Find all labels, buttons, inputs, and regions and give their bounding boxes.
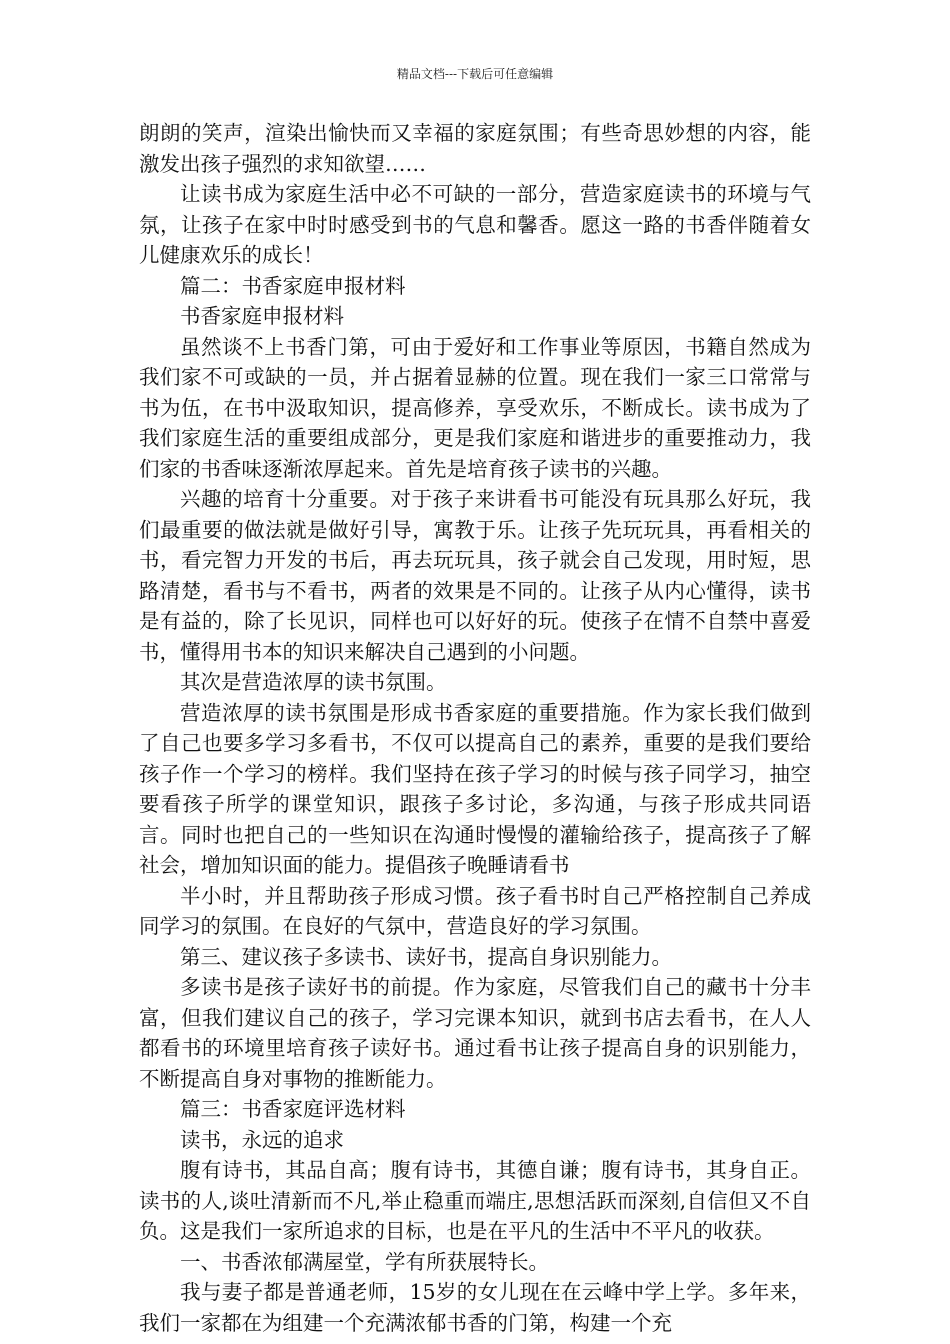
paragraph: 营造浓厚的读书氛围是形成书香家庭的重要措施。作为家长我们做到了自己也要多学习多看书，不仅可以提高自己的素养，重要的是我们要给孩子作一个学习的榜样。我们坚持在孩子学习的时候与孩子同学习，抽空要看孩子所学的课堂知识，跟孩子多讨论，多沟通，与孩子形成共同语言。同时也把自己的一些知识在沟通时慢慢的灌输给孩子，提高孩子了解社会，增加知识面的能力。提倡孩子晚睡请看书 <box>139 700 811 877</box>
paragraph: 让读书成为家庭生活中必不可缺的一部分，营造家庭读书的环境与气氛，让孩子在家中时时感受到书的气息和馨香。愿这一路的书香伴随着女儿健康欢乐的成长！ <box>139 182 811 267</box>
page-header: 精品文档---下载后可任意编辑 <box>396 67 554 81</box>
paragraph: 腹有诗书，其品自高；腹有诗书，其德自谦；腹有诗书，其身自正。读书的人,谈吐清新而不凡,举止稳重而端庄,思想活跃而深刻,自信但又不自负。这是我们一家所追求的目标，也是在平凡的生活中不平凡的收获。 <box>139 1158 811 1243</box>
section-subtitle: 书香家庭申报材料 <box>180 304 344 328</box>
paragraph: 多读书是孩子读好书的前提。作为家庭，尽管我们自己的藏书十分丰富，但我们建议自己的孩子，学习完课本知识，就到书店去看书，在人人都看书的环境里培育孩子读好书。通过看书让孩子提高自身的识别能力，不断提高自身对事物的推断能力。 <box>139 975 811 1091</box>
paragraph: 朗朗的笑声，渲染出愉快而又幸福的家庭氛围；有些奇思妙想的内容，能激发出孩子强烈的求知欲望…… <box>139 121 811 176</box>
section-heading: 篇二：书香家庭申报材料 <box>180 273 406 298</box>
document-body <box>139 118 811 1338</box>
section-heading: 篇三：书香家庭评选材料 <box>180 1097 406 1121</box>
paragraph: 虽然谈不上书香门第，可由于爱好和工作事业等原因，书籍自然成为我们家不可或缺的一员，并占据着显赫的位置。现在我们一家三口常常与书为伍，在书中汲取知识，提高修养，享受欢乐，不断成长。读书成为了我们家庭生活的重要组成部分，更是我们家庭和谐进步的重要推动力，我们家的书香味逐渐浓厚起来。首先是培育孩子读书的兴趣。 <box>139 334 811 481</box>
paragraph: 我与妻子都是普通老师，15岁的女儿现在在云峰中学上学。多年来，我们一家都在为组建一个充满浓郁书香的门第，构建一个充 <box>139 1280 811 1335</box>
section-subtitle: 读书，永远的追求 <box>180 1127 344 1152</box>
paragraph: 一、书香浓郁满屋堂，学有所获展特长。 <box>180 1249 549 1274</box>
paragraph: 其次是营造浓厚的读书氛围。 <box>180 670 447 694</box>
paragraph: 半小时，并且帮助孩子形成习惯。孩子看书时自己严格控制自己养成同学习的氛围。在良好的气氛中，营造良好的学习氛围。 <box>139 883 811 938</box>
paragraph: 第三、建议孩子多读书、读好书，提高自身识别能力。 <box>180 944 672 969</box>
paragraph: 兴趣的培育十分重要。对于孩子来讲看书可能没有玩具那么好玩，我们最重要的做法就是做好引导，寓教于乐。让孩子先玩玩具，再看相关的书，看完智力开发的书后，再去玩玩具，孩子就会自己发现，用时短，思路清楚，看书与不看书，两者的效果是不同的。让孩子从内心懂得，读书是有益的，除了长见识，同样也可以好好的玩。使孩子在情不自禁中喜爱书，懂得用书本的知识来解决自己遇到的小问题。 <box>139 487 811 664</box>
